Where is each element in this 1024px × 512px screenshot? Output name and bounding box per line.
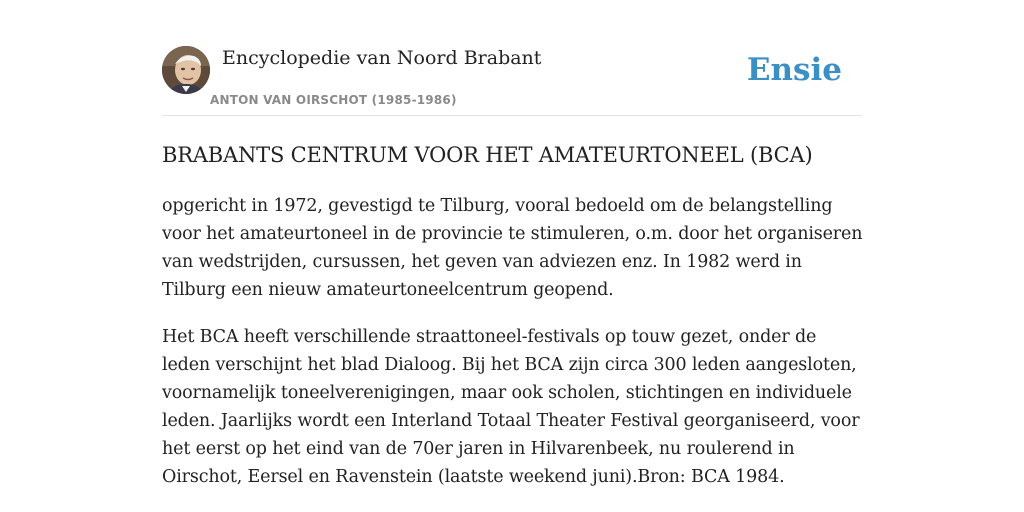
article-paragraph: opgericht in 1972, gevestigd te Tilburg, vooral bedoeld om de belangstelling voor het amateurtoneel in de provincie te stimuleren, o.m. door het organiseren van wedstrijden, cursussen, het geven van adviezen enz. In 1982 werd in Tilburg een nieuw amateurtoneelcentrum geopend.	[162, 196, 863, 300]
source-title[interactable]: Encyclopedie van Noord Brabant	[222, 47, 542, 69]
header	[162, 46, 862, 116]
author-portrait-icon	[162, 46, 210, 94]
article-body	[162, 192, 868, 510]
article-headword: BRABANTS CENTRUM VOOR HET AMATEURTONEEL (BCA)	[162, 143, 813, 167]
ensie-logo[interactable]: Ensie	[746, 52, 842, 88]
header-divider	[162, 115, 862, 116]
author-avatar[interactable]	[162, 46, 210, 94]
article-paragraph: Het BCA heeft verschillende straattoneel-festivals op touw gezet, onder de leden verschijnt het blad Dialoog. Bij het BCA zijn circa 300 leden aangesloten, voornamelijk toneelverenigingen, maar ook scholen, stichtingen en individuele leden. Jaarlijks wordt een Interland Totaal Theater Festival georganiseerd, voor het eerst op het eind van de 70er jaren in Hilvarenbeek, nu roulerend in Oirschot, Eersel en Ravenstein (laatste weekend juni).Bron: BCA 1984.	[162, 327, 860, 487]
author-name[interactable]: ANTON VAN OIRSCHOT (1985-1986)	[210, 93, 457, 107]
